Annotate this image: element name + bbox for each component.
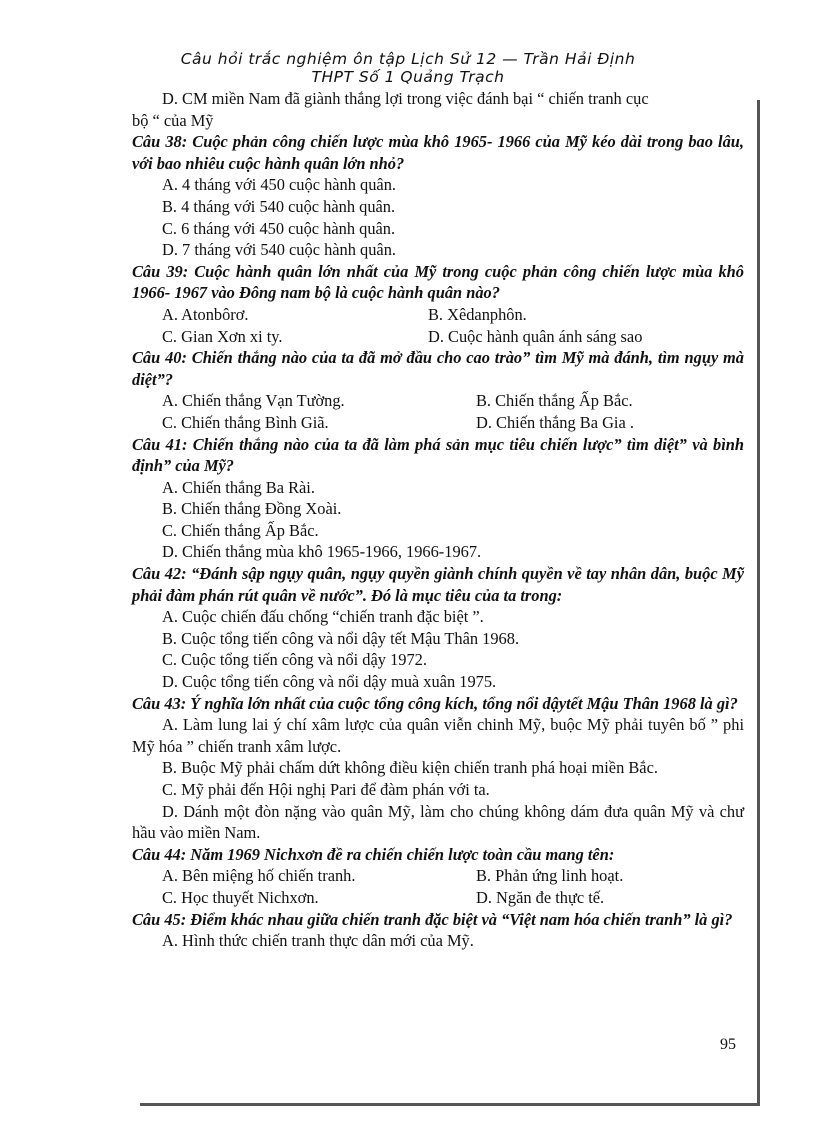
q41-option-a: A. Chiến thắng Ba Rài. xyxy=(162,477,315,497)
q43-option-d: D. Dánh một đòn nặng vào quân Mỹ, làm cho chúng không dám đưa quân Mỹ và chư hầu vào miền Nam. xyxy=(132,801,744,843)
header-title: Câu hỏi trắc nghiệm ôn tập Lịch Sử 12 — Trần Hải Định xyxy=(180,50,636,68)
q39-option-d: D. Cuộc hành quân ánh sáng sao xyxy=(428,326,643,346)
q39-option-c: C. Gian Xơn xi ty. xyxy=(162,326,283,346)
q41-question: Câu 41: Chiến thắng nào của ta đã làm phá sản mục tiêu chiến lược” tìm diệt” và bình định” của Mỹ? xyxy=(132,434,744,476)
page-content xyxy=(132,88,744,952)
q42-option-a: A. Cuộc chiến đấu chống “chiến tranh đặc biệt ”. xyxy=(162,607,484,627)
q45-option-a: A. Hình thức chiến tranh thực dân mới của Mỹ. xyxy=(162,931,474,951)
q37-option-d-continued: bộ “ của Mỹ xyxy=(132,110,214,130)
q43-option-b: B. Buộc Mỹ phải chấm dứt không điều kiện chiến tranh phá hoại miền Bắc. xyxy=(162,758,658,778)
q37-option-d: D. CM miền Nam đã giành thắng lợi trong việc đánh bại “ chiến tranh cục xyxy=(162,89,649,108)
q45-question: Câu 45: Điểm khác nhau giữa chiến tranh đặc biệt và “Việt nam hóa chiến tranh” là gì? xyxy=(132,909,733,929)
page-border-bottom xyxy=(140,1103,760,1106)
q39-question: Câu 39: Cuộc hành quân lớn nhất của Mỹ trong cuộc phản công chiến lược mùa khô 1966- 1967 vào Đông nam bộ là cuộc hành quân nào? xyxy=(132,261,744,303)
q41-option-c: C. Chiến thắng Ấp Bắc. xyxy=(162,520,319,540)
q40-option-a: A. Chiến thắng Vạn Tường. xyxy=(162,391,345,411)
q41-option-b: B. Chiến thắng Đồng Xoài. xyxy=(162,499,342,519)
q44-options-row-2 xyxy=(132,887,744,909)
q43-option-a: A. Làm lung lai ý chí xâm lược của quân viễn chinh Mỹ, buộc Mỹ phải tuyên bố ” phi Mỹ hóa ” chiến tranh xâm lược. xyxy=(132,715,744,756)
q40-option-d: D. Chiến thắng Ba Gia . xyxy=(476,412,634,432)
q44-options-row-1 xyxy=(132,865,744,887)
q38-option-a: A. 4 tháng với 450 cuộc hành quân. xyxy=(162,175,396,195)
q38-question: Câu 38: Cuộc phản công chiến lược mùa khô 1965- 1966 của Mỹ kéo dài trong bao lâu, với bao nhiêu cuộc hành quân lớn nhỏ? xyxy=(132,132,744,173)
q38-option-c: C. 6 tháng với 450 cuộc hành quân. xyxy=(162,218,396,238)
q44-option-c: C. Học thuyết Nichxơn. xyxy=(162,887,319,907)
q39-options-row-1 xyxy=(132,304,744,326)
q44-option-b: B. Phản ứng linh hoạt. xyxy=(476,866,624,886)
q42-option-b: B. Cuộc tổng tiến công và nổi dậy tết Mậu Thân 1968. xyxy=(162,628,520,648)
q40-question: Câu 40: Chiến thắng nào của ta đã mở đầu cho cao trào” tìm Mỹ mà đánh, tìm ngụy mà diệt”? xyxy=(132,348,744,389)
q40-options-row-1 xyxy=(132,390,744,412)
q43-option-c: C. Mỹ phải đến Hội nghị Pari để đàm phán với ta. xyxy=(162,780,490,799)
q40-options-row-2 xyxy=(132,412,744,434)
q42-option-d: D. Cuộc tổng tiến công và nổi dậy muà xuân 1975. xyxy=(162,672,497,692)
q40-option-b: B. Chiến thắng Ấp Bắc. xyxy=(476,391,633,411)
q38-option-b: B. 4 tháng với 540 cuộc hành quân. xyxy=(162,196,396,216)
q44-question: Câu 44: Năm 1969 Nichxơn đề ra chiến chiến lược toàn cầu mang tên: xyxy=(132,844,615,864)
page-border-right xyxy=(757,100,760,1105)
q42-question: Câu 42: “Đánh sập ngụy quân, ngụy quyền giành chính quyền về tay nhân dân, buộc Mỹ phải đàm phán rút quân về nước”. Đó là mục tiêu của ta trong: xyxy=(132,564,744,605)
q40-option-c: C. Chiến thắng Bình Giã. xyxy=(162,412,329,432)
q44-option-d: D. Ngăn đe thực tế. xyxy=(476,887,605,907)
q42-option-c: C. Cuộc tổng tiến công và nổi dậy 1972. xyxy=(162,650,427,670)
page-number: 95 xyxy=(720,1036,736,1053)
header-school: THPT Số 1 Quảng Trạch xyxy=(311,68,505,86)
q41-option-d: D. Chiến thắng mùa khô 1965-1966, 1966-1967. xyxy=(162,542,482,562)
q39-options-row-2 xyxy=(132,326,744,348)
q43-question: Câu 43: Ý nghĩa lớn nhất của cuộc tổng công kích, tổng nổi dậytết Mậu Thân 1968 là gì? xyxy=(132,693,738,713)
q39-option-b: B. Xêdanphôn. xyxy=(428,304,527,324)
q38-option-d: D. 7 tháng với 540 cuộc hành quân. xyxy=(162,240,396,260)
q44-option-a: A. Bên miệng hố chiến tranh. xyxy=(162,866,356,886)
q39-option-a: A. Atonbôrơ. xyxy=(162,304,249,324)
